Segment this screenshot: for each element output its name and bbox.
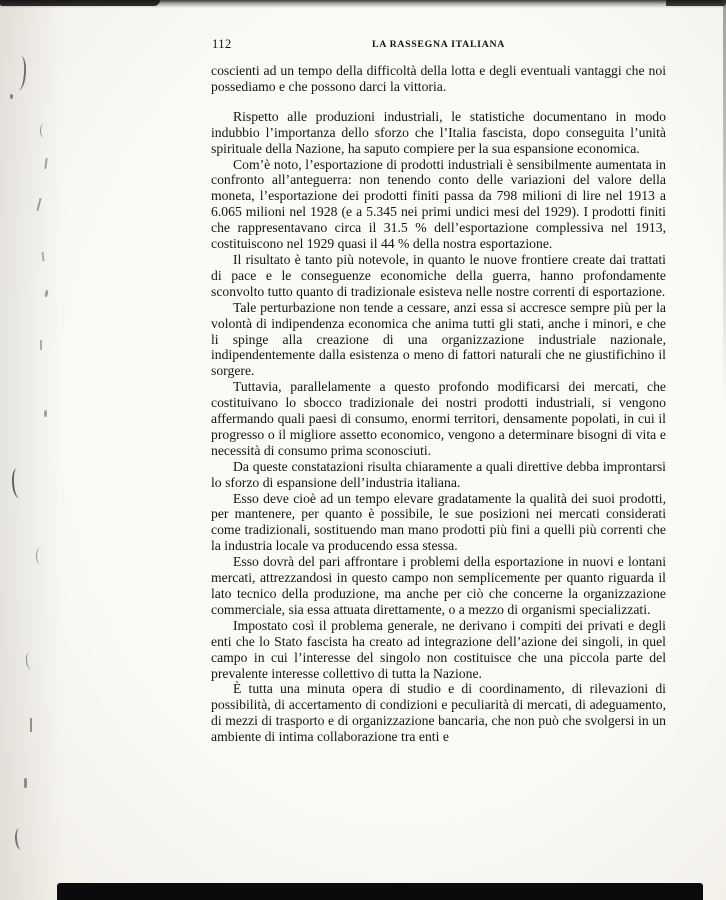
scan-bottom-bar <box>57 883 703 900</box>
paragraph: Il risultato è tanto più notevole, in quanto le nuove frontiere create dai trattati di pace e le conseguenze economiche della guerra, hanno profondamente sconvolto tutto quanto di tradizionale esisteva nelle nostre correnti di esportazione. <box>211 251 666 299</box>
scan-mark <box>30 718 32 732</box>
paragraph: Tale perturbazione non tende a cessare, anzi essa si accresce sempre più per la volontà di indipendenza economica che anima tutti gli stati, anche i minori, e che li spinge alla creazione di una organizzazione industriale nazionale, indipendentemente dalla esistenza o meno di fattori naturali che ne giustifichino il sorgere. <box>211 299 666 379</box>
scan-mark <box>36 198 41 211</box>
paragraph: Com’è noto, l’esportazione di prodotti industriali è sensibilmente aumentata in confronto all’anteguerra: non tenendo conto delle variazioni del valore della moneta, l’esportazione dei prodotti finiti passa da 798 milioni di lire nel 1913 a 6.065 milioni nel 1928 (e a 5.345 nei primi undici mesi del 1929). I prodotti finiti che rappresentavano circa il 31.5 % dell’esportazione complessiva nel 1913, costituiscono nel 1929 quasi il 44 % della nostra esportazione. <box>211 156 666 252</box>
page-header <box>211 36 666 60</box>
scan-mark <box>24 778 27 788</box>
scan-mark <box>36 548 44 564</box>
scan-mark <box>42 252 45 261</box>
paragraph: coscienti ad un tempo della difficoltà della lotta e degli eventuali vantaggi che noi possediamo e che possono darci la vittoria. <box>211 63 666 94</box>
scan-mark <box>44 158 48 169</box>
scan-mark <box>44 290 48 297</box>
scan-mark <box>40 340 42 350</box>
paragraph: Impostato così il problema generale, ne derivano i compiti dei privati e degli enti che lo Stato fascista ha creato ad integrazione dell’azione dei singoli, in quel campo in cui l’interesse del singolo non costituisce che una piccola parte del prevalente interesse collettivo di tutta la Nazione. <box>211 617 666 681</box>
scan-mark <box>11 468 25 499</box>
paragraph: Esso dovrà del pari affrontare i problemi della esportazione in nuovi e lontani mercati, attrezzandosi in questo campo non semplicemente per quanto riguarda il lato tecnico della produzione, ma anche per ciò che concerne la organizzazione commerciale, sia essa attuata direttamente, o a mezzo di organismi specializzati. <box>211 554 666 617</box>
text-column <box>211 36 666 745</box>
scan-top-edge-right <box>666 0 726 6</box>
journal-title: LA RASSEGNA ITALIANA <box>371 39 506 50</box>
scan-mark <box>25 652 36 671</box>
scan-mark <box>10 94 13 99</box>
paragraph: Esso deve cioè ad un tempo elevare gradatamente la qualità dei suoi prodotti, per mantenere, per quanto è possibile, le sue posizioni nei mercati considerati come tradizionali, sostituendo man mano prodotti più fini a quelli più correnti che la industria locale va producendo essa stessa. <box>211 490 666 554</box>
body-text <box>211 63 666 745</box>
scan-mark <box>44 410 47 417</box>
scan-mark <box>40 124 48 138</box>
scan-mark <box>13 56 27 91</box>
paragraph: È tutta una minuta opera di studio e di coordinamento, di rilevazioni di possibilità, di accertamento di condizioni e peculiarità di mercati, di adeguamento, di mezzi di trasporto e di organizzazione bancaria, che non può che svolgersi in un ambiente di intima collaborazione tra enti e <box>211 681 666 745</box>
scan-top-edge-left <box>0 0 160 6</box>
paragraph: Rispetto alle produzioni industriali, le statistiche documentano in modo indubbio l’importanza dello sforzo che l’Italia fascista, dopo conseguita l’unità spirituale della Nazione, ha saputo compiere per la sua espansione economica. <box>211 108 666 156</box>
page-number: 112 <box>212 37 232 51</box>
paragraph: Tuttavia, parallelamente a questo profondo modificarsi dei mercati, che costituivano lo sbocco tradizionale dei nostri prodotti industriali, si vengono affermando quali paesi di consumo, enormi territori, densamente popolati, in cui il progresso o il migliore assetto economico, vengono a determinare bisogni di vita e necessità di consumo prima sconosciuti. <box>211 379 666 458</box>
binding-shadow <box>0 0 70 900</box>
scan-mark <box>14 828 27 851</box>
paragraph: Da queste constatazioni risulta chiaramente a quali direttive debba improntarsi lo sforzo di espansione dell’industria italiana. <box>211 458 666 490</box>
